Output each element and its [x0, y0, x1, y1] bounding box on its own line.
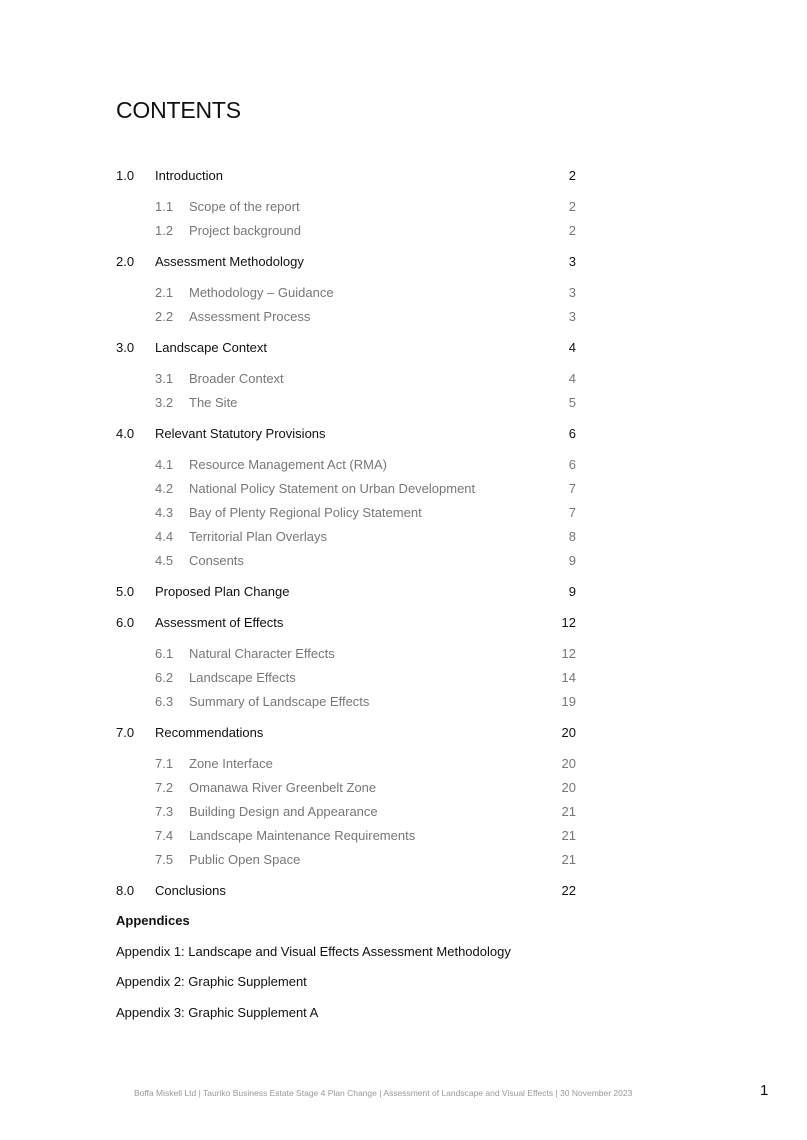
- toc-subsection-title: Summary of Landscape Effects: [189, 693, 370, 709]
- toc-subsection-number: 7.1: [155, 755, 174, 771]
- toc-subsection-row: [0, 369, 807, 389]
- toc-subsection-row: [0, 455, 807, 475]
- toc-section-row: [0, 881, 807, 901]
- toc-subsection-number: 6.1: [155, 645, 174, 661]
- toc-subsection-row: [0, 692, 807, 712]
- toc-section-page: 6: [568, 426, 576, 441]
- toc-subsection-row: [0, 644, 807, 664]
- toc-subsection-page: 3: [568, 309, 576, 324]
- toc-subsection-number: 7.3: [155, 803, 174, 819]
- toc-subsection-number: 1.2: [155, 223, 174, 238]
- toc-section-row: [0, 338, 807, 358]
- toc-subsection-row: [0, 850, 807, 870]
- appendix-item: Appendix 3: Graphic Supplement A: [116, 1004, 319, 1020]
- toc-subsection-page: 2: [568, 223, 576, 238]
- toc-subsection-row: [0, 503, 807, 523]
- toc-subsection-title: Consents: [189, 553, 244, 568]
- toc-section-row: [0, 166, 807, 186]
- toc-subsection-title: Landscape Maintenance Requirements: [189, 827, 416, 843]
- toc-subsection-number: 2.2: [155, 309, 174, 324]
- toc-section-title: Assessment of Effects: [155, 614, 284, 630]
- toc-subsection-row: [0, 479, 807, 499]
- toc-subsection-number: 3.1: [155, 371, 174, 386]
- toc-subsection-page: 12: [561, 645, 576, 661]
- toc-section-number: 8.0: [116, 882, 135, 898]
- appendix-row: [0, 1003, 807, 1023]
- toc-subsection-title: National Policy Statement on Urban Development: [189, 481, 476, 496]
- page-number: 1: [760, 1082, 769, 1099]
- toc-subsection-row: [0, 307, 807, 327]
- toc-subsection-page: 7: [568, 481, 576, 496]
- toc-section-title: Landscape Context: [155, 340, 268, 355]
- toc-subsection-row: [0, 527, 807, 547]
- toc-subsection-number: 7.2: [155, 779, 174, 795]
- toc-subsection-page: 6: [568, 457, 576, 472]
- toc-subsection-page: 4: [568, 371, 576, 386]
- toc-subsection-row: [0, 283, 807, 303]
- toc-subsection-title: Scope of the report: [189, 199, 300, 214]
- toc-subsection-number: 2.1: [155, 285, 174, 300]
- toc-section-title: Proposed Plan Change: [155, 584, 290, 599]
- toc-section-page: 12: [561, 614, 576, 630]
- toc-subsection-page: 19: [561, 693, 576, 709]
- toc-subsection-row: [0, 551, 807, 571]
- toc-section-row: [0, 424, 807, 444]
- toc-subsection-title: Zone Interface: [189, 755, 273, 771]
- toc-section-number: 7.0: [116, 724, 135, 740]
- toc-subsection-page: 21: [561, 827, 576, 843]
- toc-subsection-page: 3: [568, 285, 576, 300]
- toc-section-number: 6.0: [116, 614, 135, 630]
- toc-section-number: 4.0: [116, 426, 135, 441]
- toc-subsection-row: [0, 668, 807, 688]
- toc-section-title: Recommendations: [155, 724, 264, 740]
- toc-subsection-title: Omanawa River Greenbelt Zone: [189, 779, 377, 795]
- toc-subsection-number: 6.2: [155, 669, 174, 685]
- toc-section-page: 4: [568, 340, 576, 355]
- page-title: CONTENTS: [116, 97, 241, 123]
- toc-subsection-page: 9: [568, 553, 576, 568]
- toc-subsection-page: 5: [568, 395, 576, 410]
- appendices-heading: Appendices: [116, 913, 190, 928]
- toc-section-title: Assessment Methodology: [155, 254, 304, 269]
- toc-section-number: 1.0: [116, 168, 135, 183]
- toc-subsection-number: 4.4: [155, 529, 174, 544]
- toc-subsection-row: [0, 393, 807, 413]
- toc-section-row: [0, 613, 807, 633]
- toc-subsection-title: Natural Character Effects: [189, 645, 335, 661]
- toc-subsection-number: 3.2: [155, 395, 174, 410]
- toc-subsection-number: 7.5: [155, 851, 174, 867]
- toc-subsection-page: 14: [561, 669, 576, 685]
- toc-subsection-number: 1.1: [155, 199, 174, 214]
- toc-subsection-number: 4.2: [155, 481, 174, 496]
- toc-subsection-row: [0, 221, 807, 241]
- toc-section-title: Introduction: [155, 168, 223, 183]
- toc-subsection-number: 6.3: [155, 693, 174, 709]
- toc-subsection-row: [0, 754, 807, 774]
- toc-subsection-title: Landscape Effects: [189, 669, 296, 685]
- toc-subsection-page: 8: [568, 529, 576, 544]
- toc-subsection-number: 7.4: [155, 827, 174, 843]
- toc-subsection-title: Public Open Space: [189, 851, 301, 867]
- toc-subsection-page: 2: [568, 199, 576, 214]
- toc-subsection-title: Project background: [189, 223, 302, 238]
- toc-section-number: 3.0: [116, 340, 135, 355]
- toc-subsection-title: Resource Management Act (RMA): [189, 457, 387, 472]
- appendices-heading-row: [0, 911, 807, 931]
- toc-subsection-page: 21: [561, 851, 576, 867]
- toc-section-title: Relevant Statutory Provisions: [155, 426, 326, 441]
- appendix-row: [0, 942, 807, 962]
- toc-subsection-page: 20: [561, 755, 576, 771]
- toc-section-number: 2.0: [116, 254, 135, 269]
- toc-section-row: [0, 582, 807, 602]
- toc-section-title: Conclusions: [155, 882, 226, 898]
- toc-section-page: 20: [561, 724, 576, 740]
- toc-subsection-row: [0, 778, 807, 798]
- toc-section-number: 5.0: [116, 584, 135, 599]
- toc-section-page: 3: [568, 254, 576, 269]
- toc-subsection-number: 4.5: [155, 553, 174, 568]
- toc-subsection-number: 4.3: [155, 505, 174, 520]
- toc-subsection-row: [0, 197, 807, 217]
- toc-subsection-row: [0, 802, 807, 822]
- toc-subsection-title: Broader Context: [189, 371, 284, 386]
- toc-subsection-page: 20: [561, 779, 576, 795]
- toc-subsection-row: [0, 826, 807, 846]
- toc-subsection-page: 7: [568, 505, 576, 520]
- appendix-row: [0, 972, 807, 992]
- toc-subsection-title: Assessment Process: [189, 309, 311, 324]
- toc-subsection-title: The Site: [189, 395, 238, 410]
- toc-section-row: [0, 723, 807, 743]
- appendix-item: Appendix 1: Landscape and Visual Effects Assessment Methodology: [116, 943, 511, 959]
- toc-subsection-page: 21: [561, 803, 576, 819]
- appendix-item: Appendix 2: Graphic Supplement: [116, 974, 307, 989]
- toc-section-page: 22: [561, 882, 576, 898]
- toc-section-page: 9: [568, 584, 576, 599]
- page-footer: Boffa Miskell Ltd | Tauriko Business Estate Stage 4 Plan Change | Assessment of Landscape and Visual Effects | 30 November 2023: [134, 1088, 633, 1098]
- toc-section-page: 2: [568, 168, 576, 183]
- toc-subsection-number: 4.1: [155, 457, 174, 472]
- toc-subsection-title: Bay of Plenty Regional Policy Statement: [189, 505, 422, 520]
- toc-section-row: [0, 252, 807, 272]
- toc-subsection-title: Building Design and Appearance: [189, 803, 378, 819]
- toc-subsection-title: Methodology – Guidance: [189, 285, 334, 300]
- toc-subsection-title: Territorial Plan Overlays: [189, 529, 327, 544]
